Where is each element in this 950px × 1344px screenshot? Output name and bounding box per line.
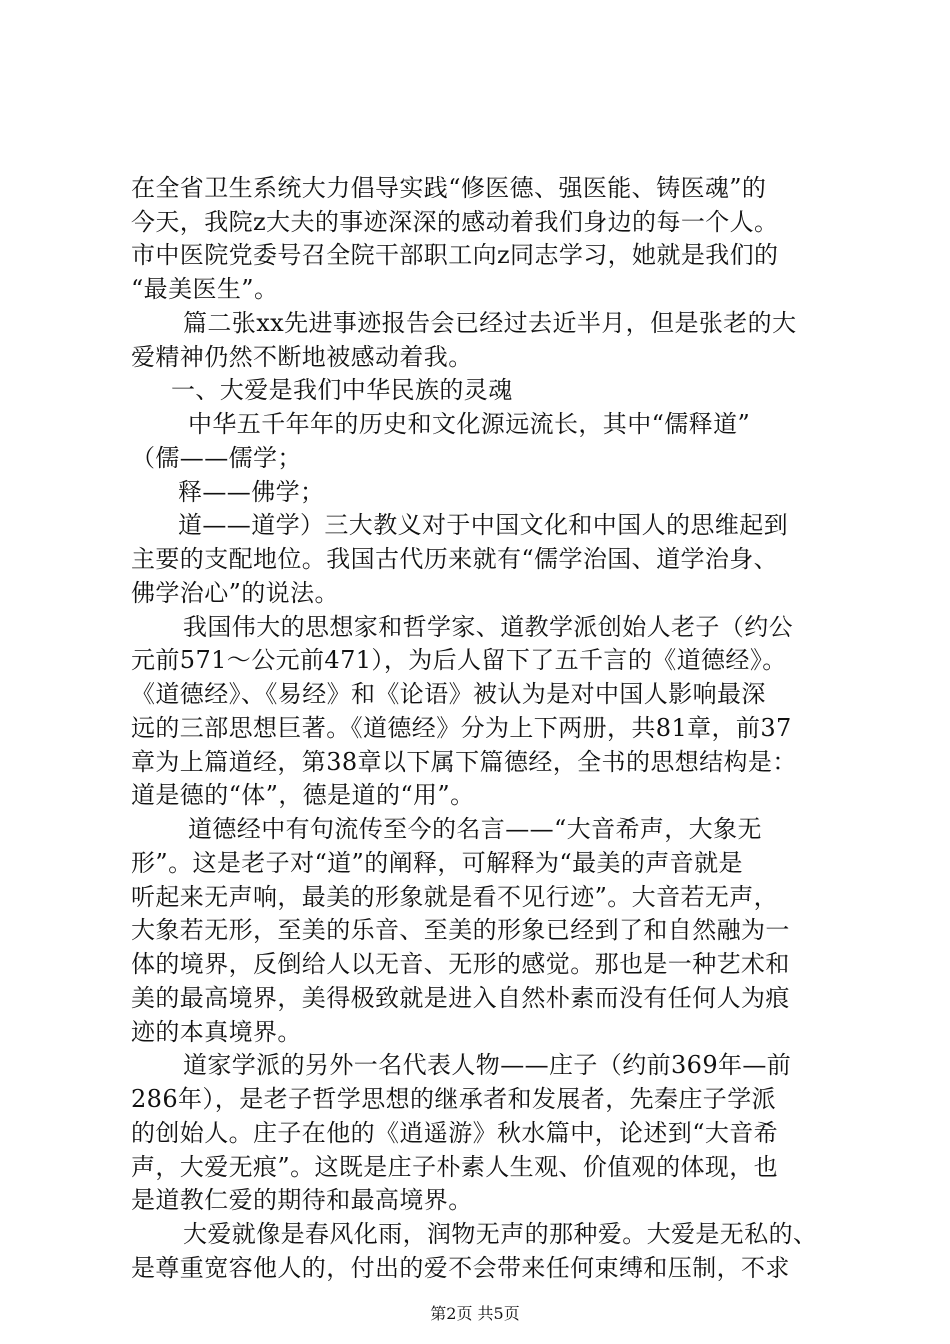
text-line: 道——道学）三大教义对于中国文化和中国人的思维起到 [178, 511, 788, 539]
text-line: 大象若无形，至美的乐音、至美的形象已经到了和自然融为一 [131, 916, 790, 944]
page-footer: 第2页 共5页 [430, 1304, 520, 1323]
text-line: 在全省卫生系统大力倡导实践“修医德、强医能、铸医魂”的 [131, 174, 767, 202]
text-line: 是道教仁爱的期待和最高境界。 [131, 1186, 473, 1214]
text-line: 市中医院党委号召全院干部职工向z同志学习，她就是我们的 [131, 241, 779, 269]
text-line: （儒——儒学； [131, 444, 302, 472]
text-line: 286年），是老子哲学思想的继承者和发展者，先秦庄子学派 [131, 1085, 777, 1113]
text-line: 道德经中有句流传至今的名言——“大音希声，大象无 [188, 815, 762, 843]
text-line: 主要的支配地位。我国古代历来就有“儒学治国、道学治身、 [131, 545, 779, 573]
text-line: 爱精神仍然不断地被感动着我。 [131, 343, 473, 371]
text-line: 听起来无声响，最美的形象就是看不见行迹”。大音若无声， [131, 883, 779, 911]
text-line: 是尊重宽容他人的，付出的爱不会带来任何束缚和压制，不求 [131, 1254, 790, 1282]
text-line: 道家学派的另外一名代表人物——庄子（约前369年—前 [183, 1051, 792, 1079]
text-line: 篇二张xx先进事迹报告会已经过去近半月，但是张老的大 [183, 309, 797, 337]
text-line: 的创始人。庄子在他的《逍遥游》秋水篇中，论述到“大音希 [131, 1119, 779, 1147]
text-line: 远的三部思想巨著。《道德经》分为上下两册，共81章，前37 [131, 714, 792, 742]
text-line: 我国伟大的思想家和哲学家、道教学派创始人老子（约公 [183, 613, 793, 641]
text-line: 道是德的“体”，德是道的“用”。 [131, 781, 475, 809]
section-heading: 一、大爱是我们中华民族的灵魂 [171, 376, 513, 404]
text-line: 佛学治心”的说法。 [131, 579, 339, 607]
text-line: 元前571～公元前471），为后人留下了五千言的《道德经》。 [131, 646, 787, 674]
text-line: 体的境界，反倒给人以无音、无形的感觉。那也是一种艺术和 [131, 950, 790, 978]
text-line: 释——佛学； [178, 478, 325, 506]
text-line: 《道德经》、《易经》和《论语》被认为是对中国人影响最深 [131, 680, 766, 708]
text-line: 美的最高境界，美得极致就是进入自然朴素而没有任何人为痕 [131, 984, 790, 1012]
text-line: 形”。这是老子对“道”的阐释，可解释为“最美的声音就是 [131, 849, 743, 877]
text-line: 迹的本真境界。 [131, 1018, 302, 1046]
text-line: 中华五千年年的历史和文化源远流长，其中“儒释道” [188, 410, 751, 438]
text-line: “最美医生”。 [131, 275, 279, 303]
text-line: 声，大爱无痕”。这既是庄子朴素人生观、价值观的体现，也 [131, 1153, 779, 1181]
text-line: 今天，我院z大夫的事迹深深的感动着我们身边的每一个人。 [131, 208, 779, 236]
text-line: 章为上篇道经，第38章以下属下篇德经，全书的思想结构是： [131, 748, 797, 776]
text-line: 大爱就像是春风化雨，润物无声的那种爱。大爱是无私的、 [183, 1220, 818, 1248]
